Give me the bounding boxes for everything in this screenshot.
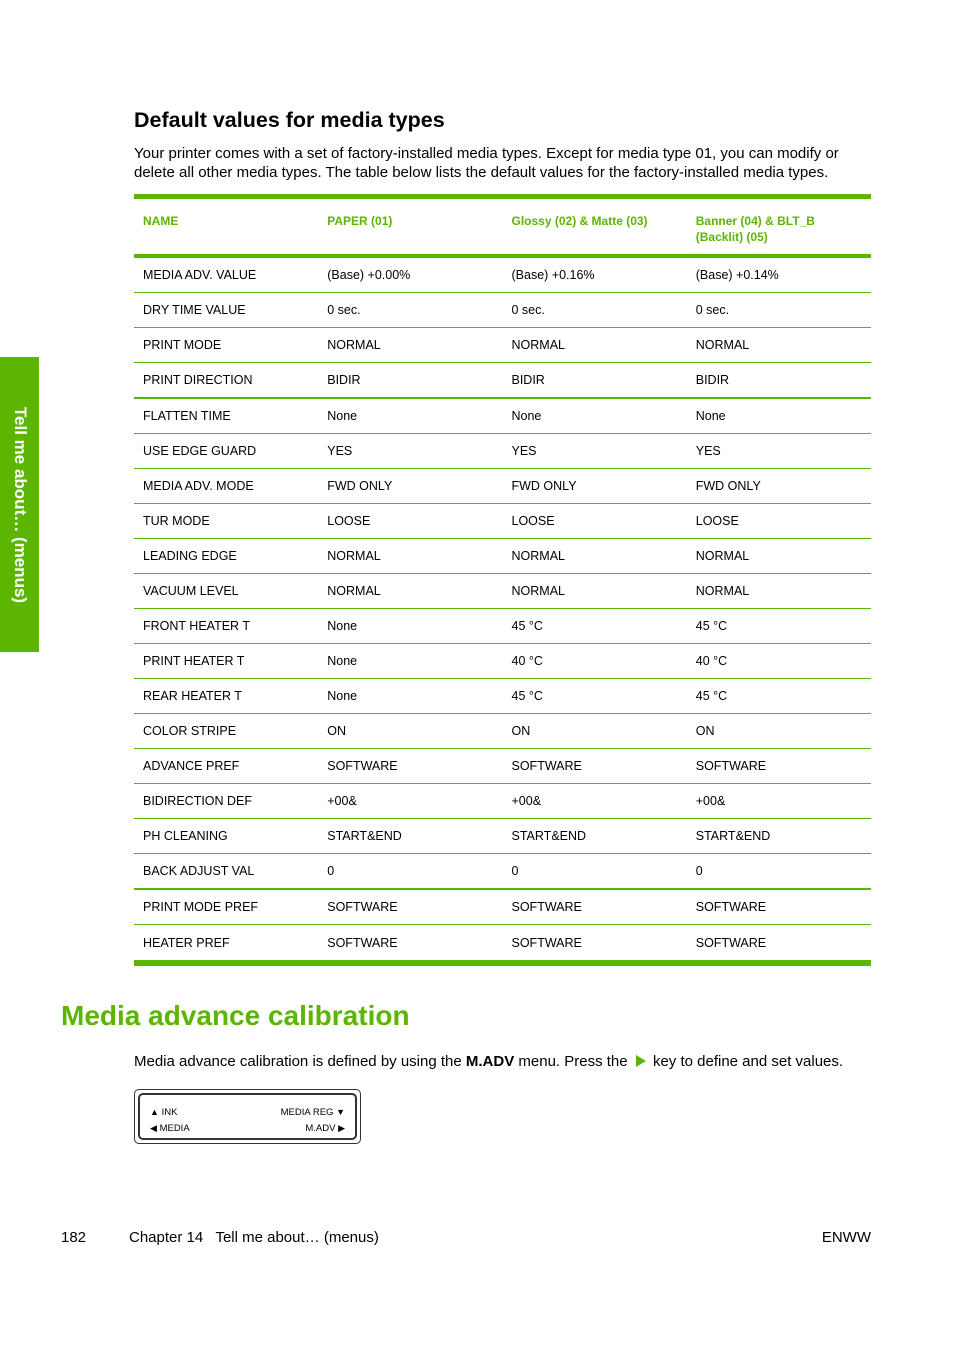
header-glossy-matte: Glossy (02) & Matte (03) xyxy=(503,197,687,257)
table-cell: MEDIA ADV. VALUE xyxy=(134,256,318,293)
table-cell: 40 °C xyxy=(503,644,687,679)
down-arrow-icon: ▼ xyxy=(336,1107,345,1117)
right-arrow-icon: ▶ xyxy=(338,1123,345,1133)
table-cell: +00& xyxy=(503,784,687,819)
table-cell: 45 °C xyxy=(503,609,687,644)
table-cell: PRINT HEATER T xyxy=(134,644,318,679)
table-row xyxy=(134,714,871,749)
lcd-top-left: INK xyxy=(161,1107,178,1118)
table-cell: None xyxy=(687,398,871,434)
header-paper: PAPER (01) xyxy=(318,197,502,257)
table-cell: FWD ONLY xyxy=(318,469,502,504)
table-cell: BIDIR xyxy=(687,363,871,399)
table-cell: (Base) +0.14% xyxy=(687,256,871,293)
table-row xyxy=(134,819,871,854)
table-cell: 0 sec. xyxy=(503,293,687,328)
table-cell: BIDIR xyxy=(503,363,687,399)
table-cell: None xyxy=(503,398,687,434)
lcd-top-right: MEDIA REG xyxy=(280,1107,334,1118)
side-tab-label: Tell me about… (menus) xyxy=(10,406,30,603)
table-cell: MEDIA ADV. MODE xyxy=(134,469,318,504)
section-title: Default values for media types xyxy=(134,108,445,132)
table-row xyxy=(134,434,871,469)
footer-chapter: Chapter 14 Tell me about… (menus) xyxy=(129,1229,379,1246)
up-arrow-icon: ▲ xyxy=(150,1107,159,1117)
table-cell: SOFTWARE xyxy=(327,935,398,950)
table-cell: SOFTWARE xyxy=(695,935,767,950)
table-cell: 0 xyxy=(318,854,502,890)
table-cell: SOFTWARE xyxy=(687,749,871,784)
table-cell: +00& xyxy=(318,784,502,819)
chapter-title: Media advance calibration xyxy=(61,1000,410,1031)
table-cell: LOOSE xyxy=(503,504,687,539)
table-row xyxy=(134,784,871,819)
table-row xyxy=(134,644,871,679)
table-cell: 45 °C xyxy=(687,609,871,644)
table-cell: 0 sec. xyxy=(318,293,502,328)
table-row xyxy=(134,889,871,925)
table-cell: +00& xyxy=(687,784,871,819)
table-cell: 0 sec. xyxy=(687,293,871,328)
table-row xyxy=(134,609,871,644)
table-cell: 0 xyxy=(503,854,687,890)
table-cell: COLOR STRIPE xyxy=(134,714,318,749)
table-cell: FWD ONLY xyxy=(503,469,687,504)
calibration-text-middle: menu. Press the xyxy=(514,1053,632,1070)
table-cell: ON xyxy=(503,714,687,749)
table-header-row xyxy=(134,197,871,257)
table-cell: 0 xyxy=(687,854,871,890)
table-cell: USE EDGE GUARD xyxy=(134,434,318,469)
table-cell: VACUUM LEVEL xyxy=(134,574,318,609)
table-cell: PRINT DIRECTION xyxy=(134,363,318,399)
table-cell: NORMAL xyxy=(503,328,687,363)
table-cell: START&END xyxy=(687,819,871,854)
table-cell: NORMAL xyxy=(503,574,687,609)
table-row xyxy=(134,504,871,539)
table-cell: LOOSE xyxy=(687,504,871,539)
table-cell: BIDIRECTION DEF xyxy=(134,784,318,819)
table-cell: SOFTWARE xyxy=(503,749,687,784)
table-row xyxy=(134,363,871,399)
table-row xyxy=(134,469,871,504)
table-cell: START&END xyxy=(318,819,502,854)
table-cell: 45 °C xyxy=(503,679,687,714)
table-cell: SOFTWARE xyxy=(503,889,687,925)
table-row xyxy=(134,749,871,784)
table-cell: ADVANCE PREF xyxy=(134,749,318,784)
table-row xyxy=(134,574,871,609)
table-row xyxy=(134,256,871,293)
table-cell: REAR HEATER T xyxy=(134,679,318,714)
table-cell: FWD ONLY xyxy=(687,469,871,504)
table-cell: HEATER PREF xyxy=(143,935,230,950)
footer-right: ENWW xyxy=(821,1229,871,1246)
table-cell: LOOSE xyxy=(318,504,502,539)
chapter-side-tab xyxy=(0,357,39,652)
media-defaults-table xyxy=(134,194,871,966)
table-row xyxy=(134,925,871,964)
table-cell: NORMAL xyxy=(318,539,502,574)
table-cell: FRONT HEATER T xyxy=(134,609,318,644)
table-cell: YES xyxy=(687,434,871,469)
page-number: 182 xyxy=(61,1229,87,1246)
table-cell: NORMAL xyxy=(503,539,687,574)
left-arrow-icon: ◀ xyxy=(150,1123,157,1133)
lcd-bottom-right: M.ADV xyxy=(305,1123,336,1134)
header-name: NAME xyxy=(134,197,318,257)
table-body xyxy=(134,256,871,963)
table-cell: None xyxy=(318,679,502,714)
table-cell: NORMAL xyxy=(687,574,871,609)
table-cell: None xyxy=(318,398,502,434)
menu-name: M.ADV xyxy=(465,1053,515,1070)
table-row xyxy=(134,854,871,890)
table-cell: None xyxy=(318,609,502,644)
calibration-text-after: key to define and set values. xyxy=(648,1053,844,1070)
table-cell: LEADING EDGE xyxy=(134,539,318,574)
table-cell: START&END xyxy=(503,819,687,854)
header-banner-backlit: Banner (04) & BLT_B (Backlit) (05) xyxy=(687,197,871,257)
lcd-bottom-left: MEDIA xyxy=(159,1123,190,1134)
table-cell: BIDIR xyxy=(318,363,502,399)
intro-paragraph: Your printer comes with a set of factory-installed media types. Except for media type 01, you can modify or delete all other media types. The table below lists the default values for the factory-installed media types. xyxy=(134,145,839,181)
table-cell: NORMAL xyxy=(687,328,871,363)
calibration-paragraph xyxy=(134,1053,843,1070)
table-cell: YES xyxy=(318,434,502,469)
table-row xyxy=(134,398,871,434)
table-cell: BACK ADJUST VAL xyxy=(134,854,318,890)
table-cell: PRINT MODE xyxy=(134,328,318,363)
table-cell: TUR MODE xyxy=(134,504,318,539)
table-cell: PH CLEANING xyxy=(134,819,318,854)
table-cell: SOFTWARE xyxy=(687,889,871,925)
table-cell: YES xyxy=(503,434,687,469)
control-panel-display xyxy=(134,1089,361,1144)
table-cell: ON xyxy=(687,714,871,749)
calibration-text-before: Media advance calibration is defined by using the xyxy=(134,1053,466,1070)
table-cell: NORMAL xyxy=(318,328,502,363)
table-cell: NORMAL xyxy=(687,539,871,574)
table-cell: SOFTWARE xyxy=(318,889,502,925)
table-row xyxy=(134,539,871,574)
table-cell: 40 °C xyxy=(687,644,871,679)
table-cell: (Base) +0.16% xyxy=(503,256,687,293)
table-cell: None xyxy=(318,644,502,679)
table-cell: FLATTEN TIME xyxy=(134,398,318,434)
table-row xyxy=(134,293,871,328)
table-cell: ON xyxy=(318,714,502,749)
table-cell: NORMAL xyxy=(318,574,502,609)
table-cell: SOFTWARE xyxy=(318,749,502,784)
table-cell: 45 °C xyxy=(687,679,871,714)
table-row xyxy=(134,328,871,363)
table-cell: PRINT MODE PREF xyxy=(134,889,318,925)
table-cell: (Base) +0.00% xyxy=(318,256,502,293)
table-cell: DRY TIME VALUE xyxy=(134,293,318,328)
table-row xyxy=(134,679,871,714)
table-cell: SOFTWARE xyxy=(511,935,582,950)
right-triangle-icon xyxy=(636,1055,646,1067)
